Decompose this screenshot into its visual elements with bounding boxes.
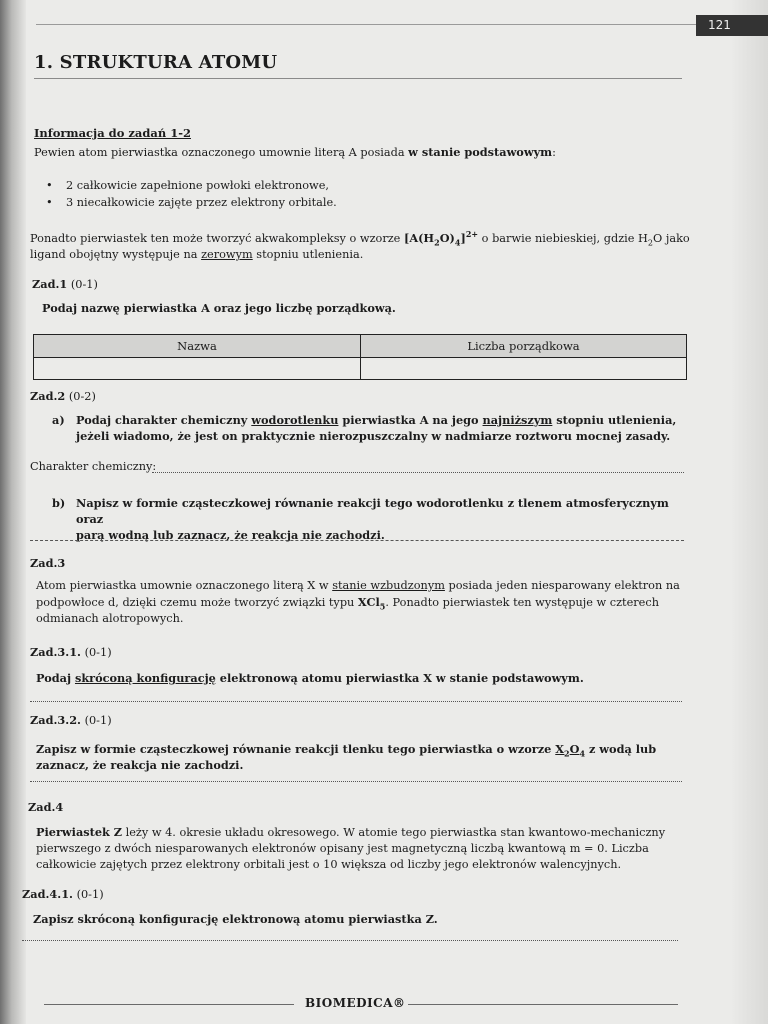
zad31-question: Podaj skróconą konfigurację elektronową atomu pierwiastka X w stanie podstawowym.	[36, 671, 584, 685]
charakter-label: Charakter chemiczny:	[30, 460, 157, 473]
zad41-answer-line[interactable]	[22, 940, 678, 941]
zad1-label: Zad.1 (0-1)	[32, 277, 98, 291]
zad3-label: Zad.3	[30, 556, 66, 570]
zad1-answer-table	[33, 334, 687, 380]
info-bullet: • 2 całkowicie zapełnione powłoki elektronowe,	[66, 178, 329, 194]
page-number: 121	[696, 15, 768, 36]
zad4-text: Pierwiastek Z leży w 4. okresie układu okresowego. W atomie tego pierwiastka stan kwantowo-mechaniczny pierwszego z dwóch niesparowanych elektronów opisany jest magnetyczną liczbą kwantową m = 0. Liczba całkowicie zajętych przez elektrony orbitali jest o 10 większa od liczby jego elektronów walencyjnych.	[36, 825, 666, 871]
zad1-question: Podaj nazwę pierwiastka A oraz jego liczbę porządkową.	[42, 301, 396, 315]
page-right-edge	[732, 0, 768, 1024]
zad41-question: Zapisz skróconą konfigurację elektronową atomu pierwiastka Z.	[33, 912, 438, 926]
answer-cell-liczba[interactable]	[361, 358, 687, 380]
table-header-nazwa: Nazwa	[34, 335, 361, 358]
page-gutter-shadow	[0, 0, 26, 1024]
info-intro: Pewien atom pierwiastka oznaczonego umownie literą A posiada w stanie podstawowym:	[34, 145, 556, 159]
zad2a-question: Podaj charakter chemiczny wodorotlenku pierwiastka A na jego najniższym stopniu utlenienia, jeżeli wiadomo, że jest on praktycznie nierozpuszczalny w nadmiarze roztworu mocnej zasady.	[76, 413, 677, 443]
zad2-label: Zad.2 (0-2)	[30, 389, 96, 403]
zad32-label: Zad.3.2. (0-1)	[30, 713, 112, 727]
table-header-liczba: Liczba porządkowa	[361, 335, 687, 358]
zad41-label: Zad.4.1. (0-1)	[22, 887, 104, 901]
chapter-title: 1. STRUKTURA ATOMU	[34, 52, 278, 73]
zad4-label: Zad.4	[28, 800, 64, 814]
info-paragraph: Ponadto pierwiastek ten może tworzyć akwakompleksy o wzorze $[A(H_2O)_4]^{2+}$ o barwie niebieskiej, gdzie $H_2O$ jako ligand obojętny występuje na zerowym stopniu utlenienia.	[30, 229, 690, 261]
charakter-answer-line[interactable]	[152, 472, 684, 473]
zad2b-marker: b)	[52, 496, 66, 510]
zad32-answer-line[interactable]	[30, 781, 682, 782]
zad3-text: Atom pierwiastka umownie oznaczonego literą X w stanie wzbudzonym posiada jeden niesparowany elektron na podpowłoce d, dzięki czemu może tworzyć związki typu XCl$_5$. Ponadto pierwiastek ten występuje w czterech odmianach alotropowych.	[36, 579, 680, 625]
zad2a-marker: a)	[52, 413, 65, 427]
footer-rule-right	[408, 1004, 678, 1005]
info-heading: Informacja do zadań 1-2	[34, 126, 191, 140]
footer-rule-left	[44, 1004, 294, 1005]
info-bullet: • 3 niecałkowicie zajęte przez elektrony orbitale.	[66, 195, 337, 211]
zad2b-question: Napisz w formie cząsteczkowej równanie reakcji tego wodorotlenku z tlenem atmosferycznym oraz parą wodną lub zaznacz, że reakcja nie zachodzi.	[76, 496, 669, 542]
zad2b-answer-line[interactable]	[30, 540, 684, 541]
publisher-footer: BIOMEDICA®	[305, 996, 406, 1010]
zad32-question: Zapisz w formie cząsteczkowej równanie reakcji tlenku tego pierwiastka o wzorze $X_2O_4$ z wodą lub zaznacz, że reakcja nie zachodzi.	[36, 742, 657, 772]
answer-cell-nazwa[interactable]	[34, 358, 361, 380]
zad31-answer-line[interactable]	[30, 701, 682, 702]
title-rule	[34, 78, 682, 79]
header-rule	[36, 24, 696, 25]
zad31-label: Zad.3.1. (0-1)	[30, 645, 112, 659]
